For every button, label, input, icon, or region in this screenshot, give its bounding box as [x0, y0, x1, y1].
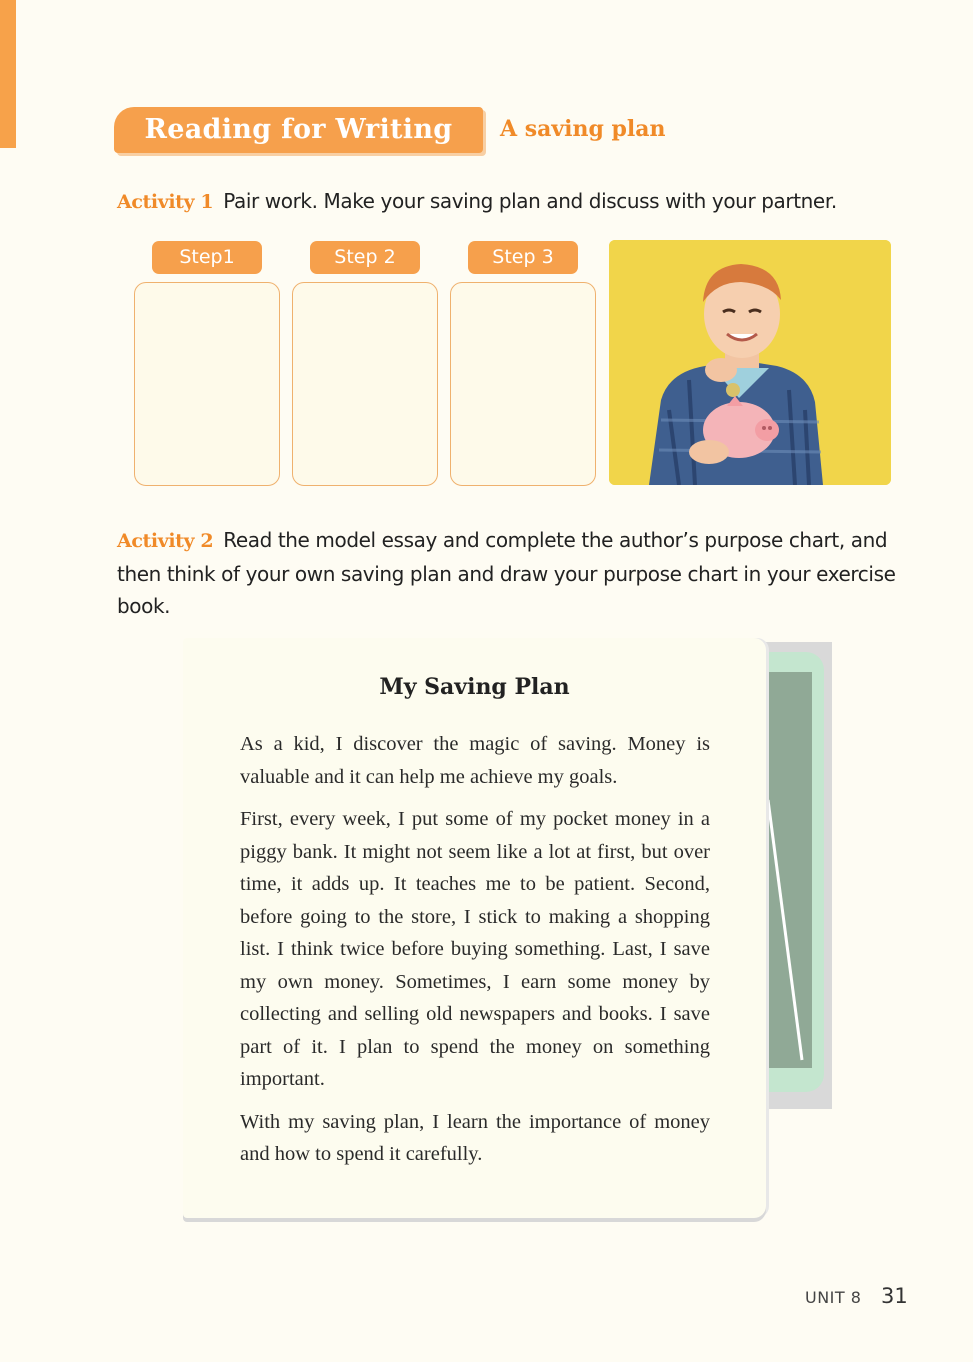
activity-1 [117, 186, 937, 217]
page-edge-strip [0, 0, 16, 148]
activity-2-label: Activity 2 [117, 530, 214, 552]
boy-with-piggy-bank-photo [609, 240, 891, 485]
step-1-box[interactable] [134, 282, 280, 486]
footer-unit-label: UNIT 8 [805, 1288, 862, 1307]
boy-piggy-bank-illustration [609, 240, 891, 485]
step-3-box[interactable] [450, 282, 596, 486]
essay-body [240, 728, 710, 1181]
section-subtitle: A saving plan [500, 116, 666, 142]
essay-paragraph-3: With my saving plan, I learn the importance of money and how to spend it carefully. [240, 1110, 710, 1165]
step-1-tag: Step1 [152, 241, 262, 274]
essay-title: My Saving Plan [379, 674, 570, 700]
essay-card-edge-line [760, 780, 820, 1080]
step-3-tag: Step 3 [468, 241, 578, 274]
activity-1-label: Activity 1 [117, 191, 214, 213]
step-2-tag: Step 2 [310, 241, 420, 274]
step-2-box[interactable] [292, 282, 438, 486]
section-title: Reading for Writing [144, 114, 453, 145]
model-essay-card [183, 638, 766, 1218]
essay-paragraph-2: First, every week, I put some of my pocket money in a piggy bank. It might not seem like a lot at first, but over time, it adds up. It teaches me to be patient. Second, before going to the store, I stick to making a shopping list. I think twice before buying something. Last, I save my own money. Sometimes, I earn some money by collecting and selling old newspapers and books. I save part of it. I plan to spend the money on something important. [240, 808, 710, 1090]
page-number: 31 [881, 1284, 908, 1308]
activity-1-instruction: Pair work. Make your saving plan and discuss with your partner. [223, 189, 837, 213]
section-banner [114, 107, 483, 153]
activity-2 [117, 524, 907, 623]
activity-2-instruction: Read the model essay and complete the author’s purpose chart, and then think of your own saving plan and draw your purpose chart in your exercise book. [117, 528, 896, 618]
essay-paragraph-1: As a kid, I discover the magic of saving. Money is valuable and it can help me achieve my goals. [240, 733, 710, 788]
